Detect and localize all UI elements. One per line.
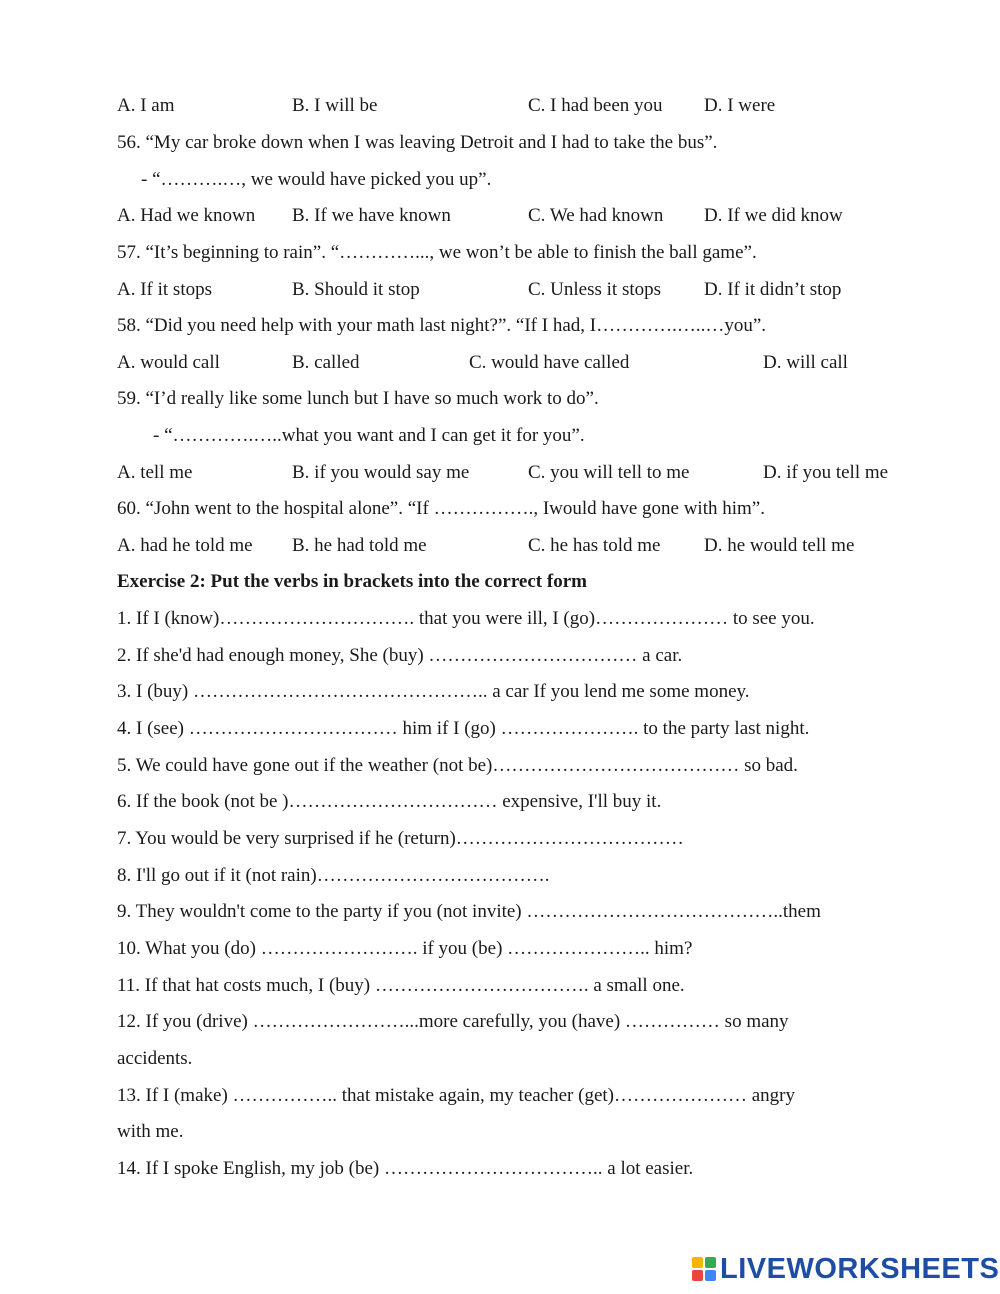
q57-stem: 57. “It’s beginning to rain”. “…………..., we won’t be able to finish the ball game”. — [117, 242, 757, 263]
liveworksheets-logo — [692, 1254, 999, 1284]
q57-option-d[interactable]: D. If it didn’t stop — [704, 279, 842, 300]
q58-option-c[interactable]: C. would have called — [469, 352, 630, 373]
q56-option-b[interactable]: B. If we have known — [292, 205, 451, 226]
q56-option-a[interactable]: A. Had we known — [117, 205, 256, 226]
exercise2-item-11: 11. If that hat costs much, I (buy) ……………………………. a small one. — [117, 975, 685, 996]
exercise2-item-7: 7. You would be very surprised if he (return)……………………………… — [117, 828, 684, 849]
logo-square-4 — [705, 1270, 716, 1281]
q55-option-b[interactable]: B. I will be — [292, 95, 378, 116]
q58-stem: 58. “Did you need help with your math last night?”. “If I had, I………….…..…you”. — [117, 315, 767, 336]
exercise2-item-12: 12. If you (drive) ……………………...more carefully, you (have) …………… so many — [117, 1011, 789, 1032]
exercise2-item-5: 5. We could have gone out if the weather (not be)………………………………… so bad. — [117, 755, 798, 776]
logo-square-2 — [705, 1257, 716, 1268]
q59-option-c[interactable]: C. you will tell to me — [528, 462, 690, 483]
q55-option-d[interactable]: D. I were — [704, 95, 776, 116]
exercise2-item-14: 14. If I spoke English, my job (be) …………………………….. a lot easier. — [117, 1158, 694, 1179]
exercise2-item-1: 1. If I (know)…………………………. that you were ill, I (go)………………… to see you. — [117, 608, 815, 629]
exercise2-item-4: 4. I (see) …………………………… him if I (go) …………………. to the party last night. — [117, 718, 810, 739]
exercise2-item-6: 6. If the book (not be )…………………………… expensive, I'll buy it. — [117, 791, 662, 812]
exercise2-item-13: 13. If I (make) …………….. that mistake again, my teacher (get)………………… angry — [117, 1085, 796, 1106]
liveworksheets-logo-text: LIVEWORKSHEETS — [720, 1253, 1000, 1285]
liveworksheets-logo-icon — [692, 1257, 716, 1281]
q60-stem: 60. “John went to the hospital alone”. “If ……………., Iwould have gone with him”. — [117, 498, 765, 519]
exercise2-item-12-cont: accidents. — [117, 1048, 193, 1069]
q56-option-c[interactable]: C. We had known — [528, 205, 664, 226]
q58-option-b[interactable]: B. called — [292, 352, 360, 373]
q56-option-d[interactable]: D. If we did know — [704, 205, 843, 226]
exercise2-item-8: 8. I'll go out if it (not rain)………………………………. — [117, 865, 550, 886]
exercise2-heading: Exercise 2: Put the verbs in brackets into the correct form — [117, 571, 587, 592]
q58-option-d[interactable]: D. will call — [763, 352, 848, 373]
q60-option-a[interactable]: A. had he told me — [117, 535, 253, 556]
q57-option-c[interactable]: C. Unless it stops — [528, 279, 662, 300]
q59-option-d[interactable]: D. if you tell me — [763, 462, 889, 483]
q60-option-d[interactable]: D. he would tell me — [704, 535, 855, 556]
exercise2-item-13-cont: with me. — [117, 1121, 184, 1142]
q59-option-a[interactable]: A. tell me — [117, 462, 193, 483]
q56-stem: 56. “My car broke down when I was leaving Detroit and I had to take the bus”. — [117, 132, 718, 153]
logo-square-3 — [692, 1270, 703, 1281]
q55-option-c[interactable]: C. I had been you — [528, 95, 663, 116]
exercise2-item-9: 9. They wouldn't come to the party if you (not invite) …………………………………..them — [117, 901, 821, 922]
q59-option-b[interactable]: B. if you would say me — [292, 462, 470, 483]
q55-option-a[interactable]: A. I am — [117, 95, 175, 116]
q59-stem: 59. “I’d really like some lunch but I have so much work to do”. — [117, 388, 599, 409]
exercise2-item-3: 3. I (buy) ……………………………………….. a car If you lend me some money. — [117, 681, 750, 702]
q59-reply: - “………….…..what you want and I can get it for you”. — [153, 425, 585, 446]
exercise2-item-2: 2. If she'd had enough money, She (buy) …………………………… a car. — [117, 645, 683, 666]
q56-reply: - “……….…, we would have picked you up”. — [141, 169, 492, 190]
q57-option-b[interactable]: B. Should it stop — [292, 279, 420, 300]
q60-option-c[interactable]: C. he has told me — [528, 535, 661, 556]
q57-option-a[interactable]: A. If it stops — [117, 279, 212, 300]
q58-option-a[interactable]: A. would call — [117, 352, 220, 373]
q60-option-b[interactable]: B. he had told me — [292, 535, 427, 556]
exercise2-item-10: 10. What you (do) ……………………. if you (be) ………………….. him? — [117, 938, 693, 959]
logo-square-1 — [692, 1257, 703, 1268]
